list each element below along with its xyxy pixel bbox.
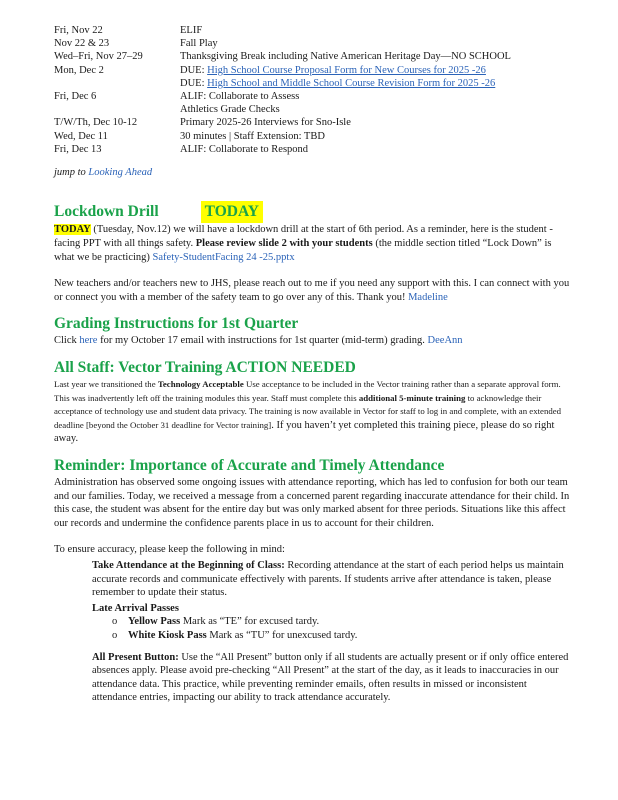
support-text: New teachers and/or teachers new to JHS, please reach out to me if you need any support with this. I can connect with you or connect you with a member of the safety team to go over any of this. Thank you! (54, 278, 570, 303)
attendance-paragraph: Administration has observed some ongoing issues with attendance reporting, which has led to confusion for both our team and our families. Today, we received a message from a concerned parent regarding inaccurate attendance for their child. In this case, the student was absent for the entire day but was only marked absent for three periods. Situations like this affect our records and undermine the confidence parents place in us to account for their children. (54, 477, 570, 529)
schedule-event: 30 minutes | Staff Extension: TBD (180, 130, 325, 142)
subitem-text: Mark as “TE” for excused tardy. (180, 616, 320, 628)
sub-list-item (112, 615, 574, 629)
lockdown-text: (Tuesday, Nov.12) we will have a lockdown drill at the start of 6th period. As a reminder, here is the student -facing PPT with all things safety. (54, 224, 553, 250)
item-title: Late Arrival Passes (92, 602, 179, 614)
grading-text-2: for my October 17 email with instructions for 1st quarter (mid-term) grading. (97, 335, 428, 347)
bullet-icon (76, 559, 92, 600)
schedule-list (54, 24, 574, 156)
schedule-event: Primary 2025-26 Interviews for Sno-Isle (180, 117, 351, 129)
schedule-date: Fri, Dec 13 (54, 143, 102, 155)
course-revision-form-link[interactable]: High School and Middle School Course Revision Form for 2025 -26 (207, 77, 496, 89)
vector-bold-2: additional 5-minute training (358, 392, 466, 403)
schedule-date: Mon, Dec 2 (54, 64, 104, 76)
schedule-row (54, 37, 574, 50)
schedule-event: Thanksgiving Break including Native American Heritage Day—NO SCHOOL (180, 51, 511, 63)
attendance-list (76, 559, 574, 705)
vector-paragraph (54, 378, 574, 446)
grading-section (54, 314, 574, 348)
lockdown-bold-instruction: Please review slide 2 with your students (195, 238, 373, 250)
lockdown-support-paragraph (54, 277, 574, 304)
vector-text: Last year we transitioned the (54, 379, 158, 390)
schedule-date: T/W/Th, Dec 10-12 (54, 117, 138, 129)
schedule-date: Wed–Fri, Nov 27–29 (54, 51, 143, 63)
schedule-event: Athletics Grade Checks (180, 104, 280, 116)
attendance-heading: Reminder: Importance of Accurate and Timely Attendance (54, 457, 445, 474)
bullet-icon (76, 602, 92, 616)
jump-prefix: jump to (54, 166, 89, 178)
here-link[interactable]: here (79, 335, 98, 347)
list-item (76, 559, 574, 600)
schedule-date: Nov 22 & 23 (54, 38, 110, 50)
today-badge: TODAY (201, 201, 263, 223)
schedule-row (54, 103, 574, 116)
vector-text-3: to acknowledge their acceptance of technology use and student data privacy. The training is now available in Vector for staff to log in and complete, with an extended deadline [beyond the October 31 deadline for Vector training] (54, 392, 562, 430)
lockdown-heading: Lockdown Drill (54, 203, 159, 221)
schedule-row (54, 90, 574, 103)
today-highlight: TODAY (54, 224, 91, 236)
due-label: DUE: (180, 64, 208, 76)
item-text: Recording attendance at the start of each period helps us maintain accurate records and communicate effectively with parents. If students arrive after attendance is taken, please remember to update their status. (92, 559, 564, 599)
lockdown-text-2: (the middle section titled “Lock Down” is what we be practicing) (54, 238, 552, 263)
looking-ahead-link[interactable]: Looking Ahead (88, 166, 153, 178)
list-item (76, 602, 574, 616)
schedule-date (54, 103, 180, 116)
schedule-row (54, 24, 574, 37)
schedule-event (180, 64, 574, 77)
schedule-event: ELIF (180, 25, 203, 36)
attendance-intro: To ensure accuracy, please keep the following in mind: (54, 544, 285, 556)
item-title: Take Attendance at the Beginning of Class: (92, 559, 288, 571)
schedule-row (54, 77, 574, 90)
circle-bullet-icon: o (112, 629, 118, 641)
vector-bold-1: Technology Acceptable (157, 379, 244, 390)
schedule-row (54, 64, 574, 77)
schedule-event (180, 77, 574, 90)
schedule-date (54, 77, 180, 90)
schedule-date: Fri, Dec 6 (54, 90, 97, 102)
vector-text-2: Use acceptance to be included in the Vector training rather than a separate approval form. This was inadvertently left off the training modules this year. Staff must complete this (54, 379, 561, 403)
subitem-title: Yellow Pass (128, 616, 181, 628)
jump-to-line (54, 166, 574, 180)
bullet-icon (76, 651, 92, 705)
due-label: DUE: (180, 77, 208, 89)
vector-section (54, 358, 574, 446)
vector-text-4: . If you haven’t yet completed this training piece, please do so right away. (54, 419, 555, 445)
grading-paragraph (54, 334, 574, 348)
schedule-event: ALIF: Collaborate to Assess (180, 90, 300, 102)
schedule-date: Wed, Dec 11 (54, 130, 108, 142)
schedule-row (54, 50, 574, 63)
safety-ppt-link[interactable]: Safety-StudentFacing 24 -25.pptx (152, 251, 295, 263)
vector-heading: All Staff: Vector Training ACTION NEEDED (54, 359, 356, 377)
madeline-link[interactable]: Madeline (408, 291, 448, 303)
subitem-title: White Kiosk Pass (128, 629, 207, 641)
sub-list-item (112, 629, 574, 643)
circle-bullet-icon: o (112, 616, 118, 628)
item-text: Use the “All Present” button only if all students are actually present or if only office entered absences apply. Please avoid pre-checking “All Present” at the start of the day, as it leads to inaccuracies in our attendance data. This practice, while preventing reminder emails, often results in missed or inconsistent attendance entries, impacting our ability to track attendance accurately. (92, 651, 569, 704)
schedule-event: Fall Play (180, 38, 218, 50)
attendance-section (54, 456, 574, 705)
schedule-row (54, 116, 574, 129)
newsletter-page (54, 24, 574, 705)
schedule-date: Fri, Nov 22 (54, 25, 103, 36)
course-proposal-form-link[interactable]: High School Course Proposal Form for New Courses for 2025 -26 (207, 64, 486, 76)
schedule-event: ALIF: Collaborate to Respond (180, 143, 309, 155)
lockdown-heading-row (54, 201, 574, 223)
list-item (76, 651, 574, 705)
grading-heading: Grading Instructions for 1st Quarter (54, 315, 299, 333)
subitem-text: Mark as “TU” for unexcused tardy. (206, 629, 358, 641)
schedule-row (54, 143, 574, 156)
grading-text: Click (54, 335, 80, 347)
item-title: All Present Button: (92, 651, 182, 663)
deeann-link[interactable]: DeeAnn (427, 335, 463, 347)
lockdown-paragraph (54, 223, 574, 264)
schedule-row (54, 130, 574, 143)
